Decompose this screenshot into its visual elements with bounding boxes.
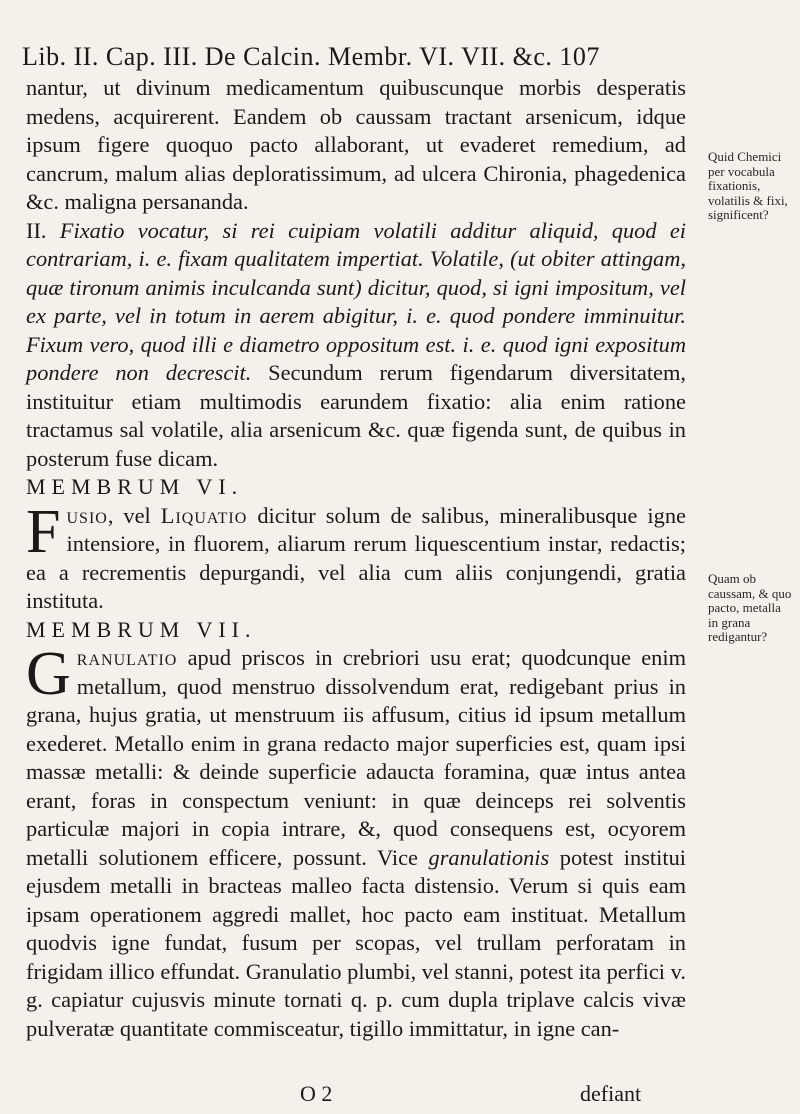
granulatio-text-b: potest institui ejusdem metalli in bracteas malleo facta distensio. Verum si quis eam ipsam operationem aggredi mallet, hoc pacto eam instituat. Metallum quodvis igne fundat, fusum per scopas, vel trullam perforatam in frigidam illico effundat. Granulatio plumbi, vel stanni, potest ita perfici v. g. capiatur cujusvis minute tornati q. p. cum dupla triplave calcis vivæ pulveratæ quantitate commisceatur, tigillo immittatur, in igne can- — [26, 844, 686, 1041]
paragraph-fusio — [26, 497, 686, 616]
granulatio-text-a: apud priscos in crebriori usu erat; quodcunque enim metallum, quod menstruo dissolvendum erat, redigebant prius in grana, hujus gratia, ut menstruum iis affusum, citius id ipsum metallum exederet. Metallo enim in grana redacto major superficies est, quam ipsi massæ metalli: & deinde superficie adaucta foramina, quæ intus antea erant, foras in conspectum veniunt: in quæ deinceps rei solventis particulæ majori in copia intrare, &, quod consequens est, ocyorem metalli solutionem efficere, possunt. Vice — [26, 645, 686, 870]
margin-note-fixatio: Quid Chemici per vocabula fixationis, volatilis & fixi, significent? — [708, 149, 788, 222]
paragraph-2-lead: II. — [26, 217, 60, 243]
margin-note-granulatio: Quam ob caussam, & quo pacto, metalla in grana redigantur? — [708, 571, 792, 644]
body-text — [26, 74, 686, 1043]
catchword: defiant — [580, 1081, 642, 1106]
paragraph-1: nantur, ut divinum medicamentum quibuscunque morbis desperatis medens, acquirerent. Eandem ob caussam tractant arsenicum, idque ipsum figere quoquo pacto allaborant, ut evaderet remedium, ad cancrum, malum alias deploratissimum, ad ulcera Chironia, phagedenica &c. maligna persananda. — [26, 75, 686, 214]
fixatio-definition: Fixatio vocatur, si rei cuipiam volatili additur aliquid, quod ei contrariam, i. e. fixam qualitatem impertiat. Volatile, (ut obiter attingam, quæ tironum animis inculcanda sunt) dicitur, quod, si igni impositum, vel ex parte, vel in totum in aerem abigitur, i. e. quod pondere imminuitur. Fixum vero, quod illi e diametro oppositum est. i. e. quod igni expositum pondere non decrescit. — [26, 217, 686, 385]
paragraph-granulatio — [26, 640, 686, 1043]
drop-cap-f: F — [26, 497, 61, 566]
membrum-vi-heading: MEMBRUM VI. — [26, 474, 244, 499]
signature-mark: O 2 — [300, 1081, 333, 1106]
fusio-text-b: dicitur solum de salibus, mineralibusque igne intensiore, in fluorem, aliarum rerum liquescentium instar, redactis; ea a recrementis depurgandi, vel alia cum aliis conjungendi, gratia instituta. — [26, 502, 686, 613]
granulationis-term: granulationis — [428, 844, 550, 870]
paragraph-2-rest: Secundum rerum figendarum diversitatem, instituitur etiam multimodis earundem fixatio: alia enim ratione tractamus sal volatile, alia arsenicum &c. quæ figenda sunt, de quibus in posterum fuse dicam. — [26, 360, 687, 471]
fusio-term: usio — [66, 502, 108, 528]
paragraph-2 — [26, 217, 686, 474]
membrum-vii-heading: MEMBRUM VII. — [26, 616, 257, 642]
fusio-text-a: , vel — [107, 502, 161, 528]
drop-cap-g: G — [26, 640, 71, 708]
running-header: Lib. II. Cap. III. De Calcin. Membr. VI. VII. &c. 107 — [22, 42, 600, 71]
liquatio-term: Liquatio — [160, 502, 248, 528]
granulatio-term: ranulatio — [76, 645, 178, 670]
